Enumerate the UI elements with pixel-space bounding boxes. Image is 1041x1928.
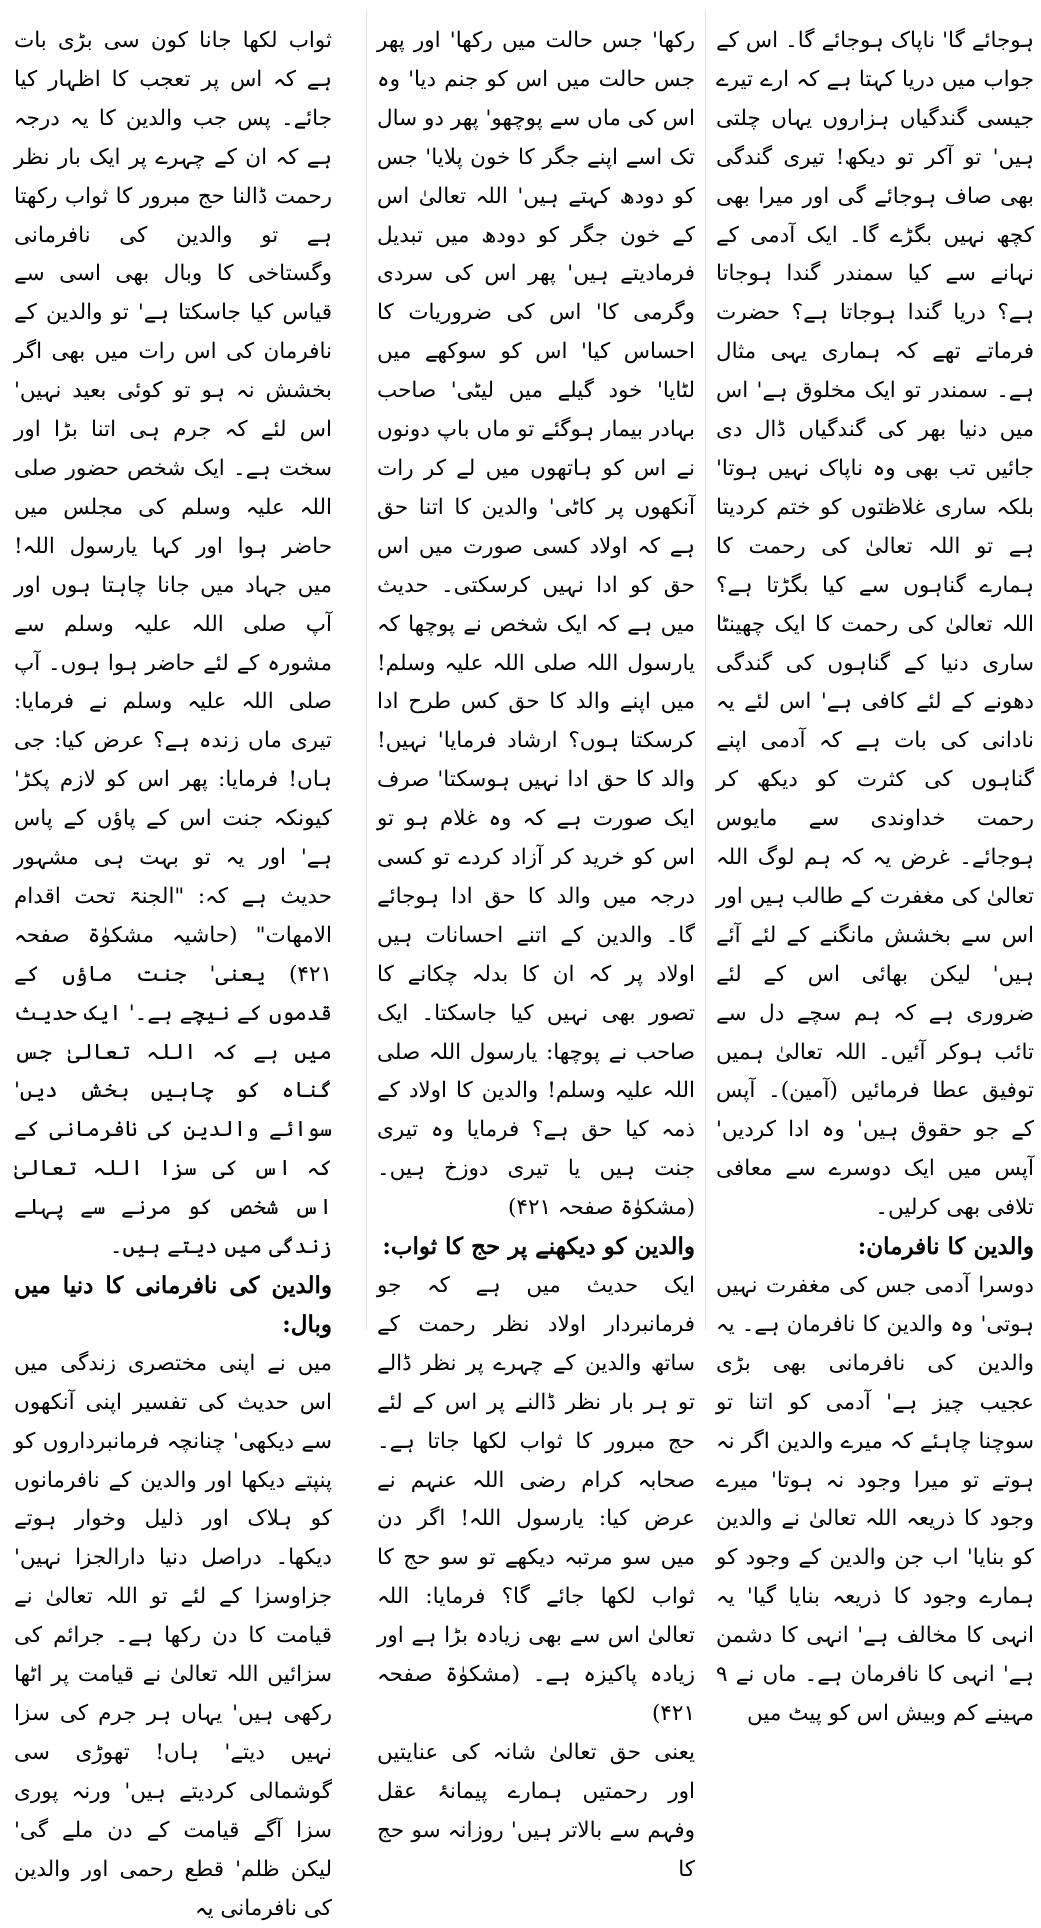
paragraph: رکھا' جس حالت میں رکھا' اور پھر جس حالت میں اس کو جنم دیا' وہ اس کی ماں سے پوچھو' پھر دو سال تک اسے اپنے جگر کا خون پلایا' جس کو دودھ کہتے ہیں' اللہ تعالیٰ اس کے خون جگر کو دودھ میں تبدیل فرمادیتے ہیں' پھر اس کی سردی وگرمی کا' اس کی ضروریات کا احساس کیا' اس کو سوکھے میں لٹایا' خود گیلے میں لیٹی' صاحب بہادر بیمار ہوگئے تو ماں باپ دونوں نے اس کو ہاتھوں میں لے کر رات آنکھوں پر کاٹی' والدین کا اتنا حق ہے کہ اولاد کسی صورت میں اس حق کو ادا نہیں کرسکتی۔ حدیث میں ہے کہ ایک شخص نے پوچھا کہ یارسول اللہ صلی اللہ علیہ وسلم! میں اپنے والد کا حق کس طرح ادا کرسکتا ہوں؟ ارشاد فرمایا' نہیں! والد کا حق ادا نہیں ہوسکتا' صرف ایک صورت ہے کہ وہ غلام ہو تو اس کو خرید کر آزاد کردے تو کسی درجہ میں والد کا حق ادا ہوجائے گا۔ والدین کے اتنے احسانات ہیں اولاد پر کہ ان کا بدلہ چکانے کا تصور بھی نہیں کیا جاسکتا۔ ایک صاحب نے پوچھا: یارسول اللہ صلی اللہ علیہ وسلم! والدین کا اولاد کے ذمہ کیا حق ہے؟ فرمایا وہ تیری جنت ہیں یا تیری دوزخ ہیں۔ (مشکوٰۃ صفحہ ۴۲۱)	[377, 28, 695, 1221]
section-heading: والدین کی نافرمانی کا دنیا میں وبال:	[14, 1272, 332, 1338]
paragraph: یعنی حق تعالیٰ شانہ کی عنایتیں اور رحمتیں ہمارے پیمانۂ عقل وفہم سے بالاتر ہیں' روزانہ سو حج کا	[377, 1739, 695, 1882]
paragraph: میں نے اپنی مختصری زندگی میں اس حدیث کی تفسیر اپنی آنکھوں سے دیکھی' چنانچہ فرمانبرداروں کو پنپتے دیکھا اور والدین کے نافرمانوں کو ہلاک اور ذلیل وخوار ہوتے دیکھا۔ دراصل دنیا دارالجزا نہیں' جزاوسزا کے لئے تو اللہ تعالیٰ نے قیامت کا دن رکھا ہے۔ جرائم کی سزائیں اللہ تعالیٰ نے قیامت پر اٹھا رکھی ہیں' یہاں ہر جرم کی سزا نہیں دیتے' ہاں! تھوڑی سی گوشمالی کردیتے ہیں' ورنہ پوری سزا آگے قیامت کے دن ملے گی' لیکن ظلم' قطع رحمی اور والدین کی نافرمانی یہ	[14, 1350, 332, 1921]
column-middle	[377, 22, 695, 1882]
column-right	[716, 22, 1034, 1726]
paragraph: ثواب لکھا جانا کون سی بڑی بات ہے کہ اس پر تعجب کا اظہار کیا جائے۔ پس جب والدین کا یہ درجہ ہے کہ ان کے چہرے پر ایک بار نظر رحمت ڈالنا حج مبرور کا ثواب رکھتا ہے تو والدین کی نافرمانی وگستاخی کا وبال بھی اسی سے قیاس کیا جاسکتا ہے' تو والدین کے نافرمان کی اس رات میں بھی اگر بخشش نہ ہو تو کوئی بعید نہیں' اس لئے کہ جرم ہی اتنا بڑا اور سخت ہے۔ ایک شخص حضور صلی اللہ علیہ وسلم کی مجلس میں حاضر ہوا اور کہا یارسول اللہ! میں جہاد میں جانا چاہتا ہوں اور آپ صلی اللہ علیہ وسلم سے مشورہ کے لئے حاضر ہوا ہوں۔ آپ صلی اللہ علیہ وسلم نے فرمایا: تیری ماں زندہ ہے؟ عرض کیا: جی ہاں! فرمایا: پھر اس کو لازم پکڑ' کیونکہ جنت اس کے پاؤں کے پاس ہے' اور یہ تو بہت ہی مشہور حدیث ہے کہ: "الجنۃ تحت اقدام الامھات" (حاشیہ مشکوٰۃ صفحہ ۴۲۱) یعنی' جنت ماؤں کے قدموں کے نیچے ہے۔' ایک حدیث میں ہے کہ اللہ تعالیٰ جس گناہ کو چاہیں بخش دیں' سوائے والدین کی نافرمانی کے کہ اس کی سزا اللہ تعالیٰ اس شخص کو مرنے سے پہلے زندگی میں دیتے ہیں۔	[14, 28, 332, 1260]
section-heading: والدین کا نافرمان:	[857, 1233, 1034, 1261]
column-left	[14, 22, 332, 1921]
paragraph: ایک حدیث میں ہے کہ جو فرمانبردار اولاد نظر رحمت کے ساتھ والدین کے چہرے پر نظر ڈالے تو ہر بار نظر ڈالنے پر اس کے لئے حج مبرور کا ثواب لکھا جاتا ہے۔ صحابہ کرام رضی اللہ عنہم نے عرض کیا: یارسول اللہ! اگر دن میں سو مرتبہ دیکھے تو سو حج کا ثواب لکھا جائے گا؟ فرمایا: اللہ تعالیٰ اس سے بھی زیادہ بڑا ہے اور زیادہ پاکیزہ ہے۔ (مشکوٰۃ صفحہ ۴۲۱)	[377, 1273, 695, 1726]
paragraph: دوسرا آدمی جس کی مغفرت نہیں ہوتی' وہ والدین کا نافرمان ہے۔ یہ والدین کی نافرمانی بھی بڑی عجیب چیز ہے' آدمی کو اتنا تو سوچنا چاہئے کہ میرے والدین اگر نہ ہوتے تو میرا وجود نہ ہوتا' میرے وجود کا ذریعہ اللہ تعالیٰ نے والدین کو بنایا' اب جن والدین کے وجود کو ہمارے وجود کا ذریعہ بنایا گیا' یہ انہی کا مخالف ہے' انہی کا دشمن ہے' انہی کا نافرمان ہے۔ ماں نے ۹ مہینے کم وبیش اس کو پیٹ میں	[716, 1273, 1034, 1726]
section-heading: والدین کو دیکھنے پر حج کا ثواب:	[382, 1233, 695, 1261]
column-separator	[366, 10, 367, 1330]
paragraph: ہوجائے گا' ناپاک ہوجائے گا۔ اس کے جواب میں دریا کہتا ہے کہ ارے تیرے جیسی گندگیاں ہزاروں یہاں چلتی ہیں' تو آکر تو دیکھ! تیری گندگی بھی صاف ہوجائے گی اور میرا بھی کچھ نہیں بگڑے گا۔ ایک آدمی کے نہانے سے کیا سمندر گندا ہوجاتا ہے؟ دریا گندا ہوجاتا ہے؟ حضرت فرماتے تھے کہ ہماری یہی مثال ہے۔ سمندر تو ایک مخلوق ہے' اس میں دنیا بھر کی گندگیاں ڈال دی جائیں تب بھی وہ ناپاک نہیں ہوتا' بلکہ ساری غلاظتوں کو ختم کردیتا ہے تو اللہ تعالیٰ کی رحمت کا ہمارے گناہوں سے کیا بگڑتا ہے؟ اللہ تعالیٰ کی رحمت کا ایک چھینٹا ساری دنیا کے گناہوں کی گندگی دھونے کے لئے کافی ہے' اس لئے یہ نادانی کی بات ہے کہ آدمی اپنے گناہوں کی کثرت کو دیکھ کر رحمت خداوندی سے مایوس ہوجائے۔ غرض یہ کہ ہم لوگ اللہ تعالیٰ کی مغفرت کے طالب ہیں اور اس سے بخشش مانگنے کے لئے آئے ہیں' لیکن بھائی اس کے لئے ضروری ہے کہ ہم سچے دل سے تائب ہوکر آئیں۔ اللہ تعالیٰ ہمیں توفیق عطا فرمائیں (آمین)۔ آپس کے جو حقوق ہیں' وہ ادا کردیں' آپس میں ایک دوسرے سے معافی تلافی بھی کرلیں۔	[716, 28, 1034, 1221]
column-separator	[705, 10, 706, 1330]
